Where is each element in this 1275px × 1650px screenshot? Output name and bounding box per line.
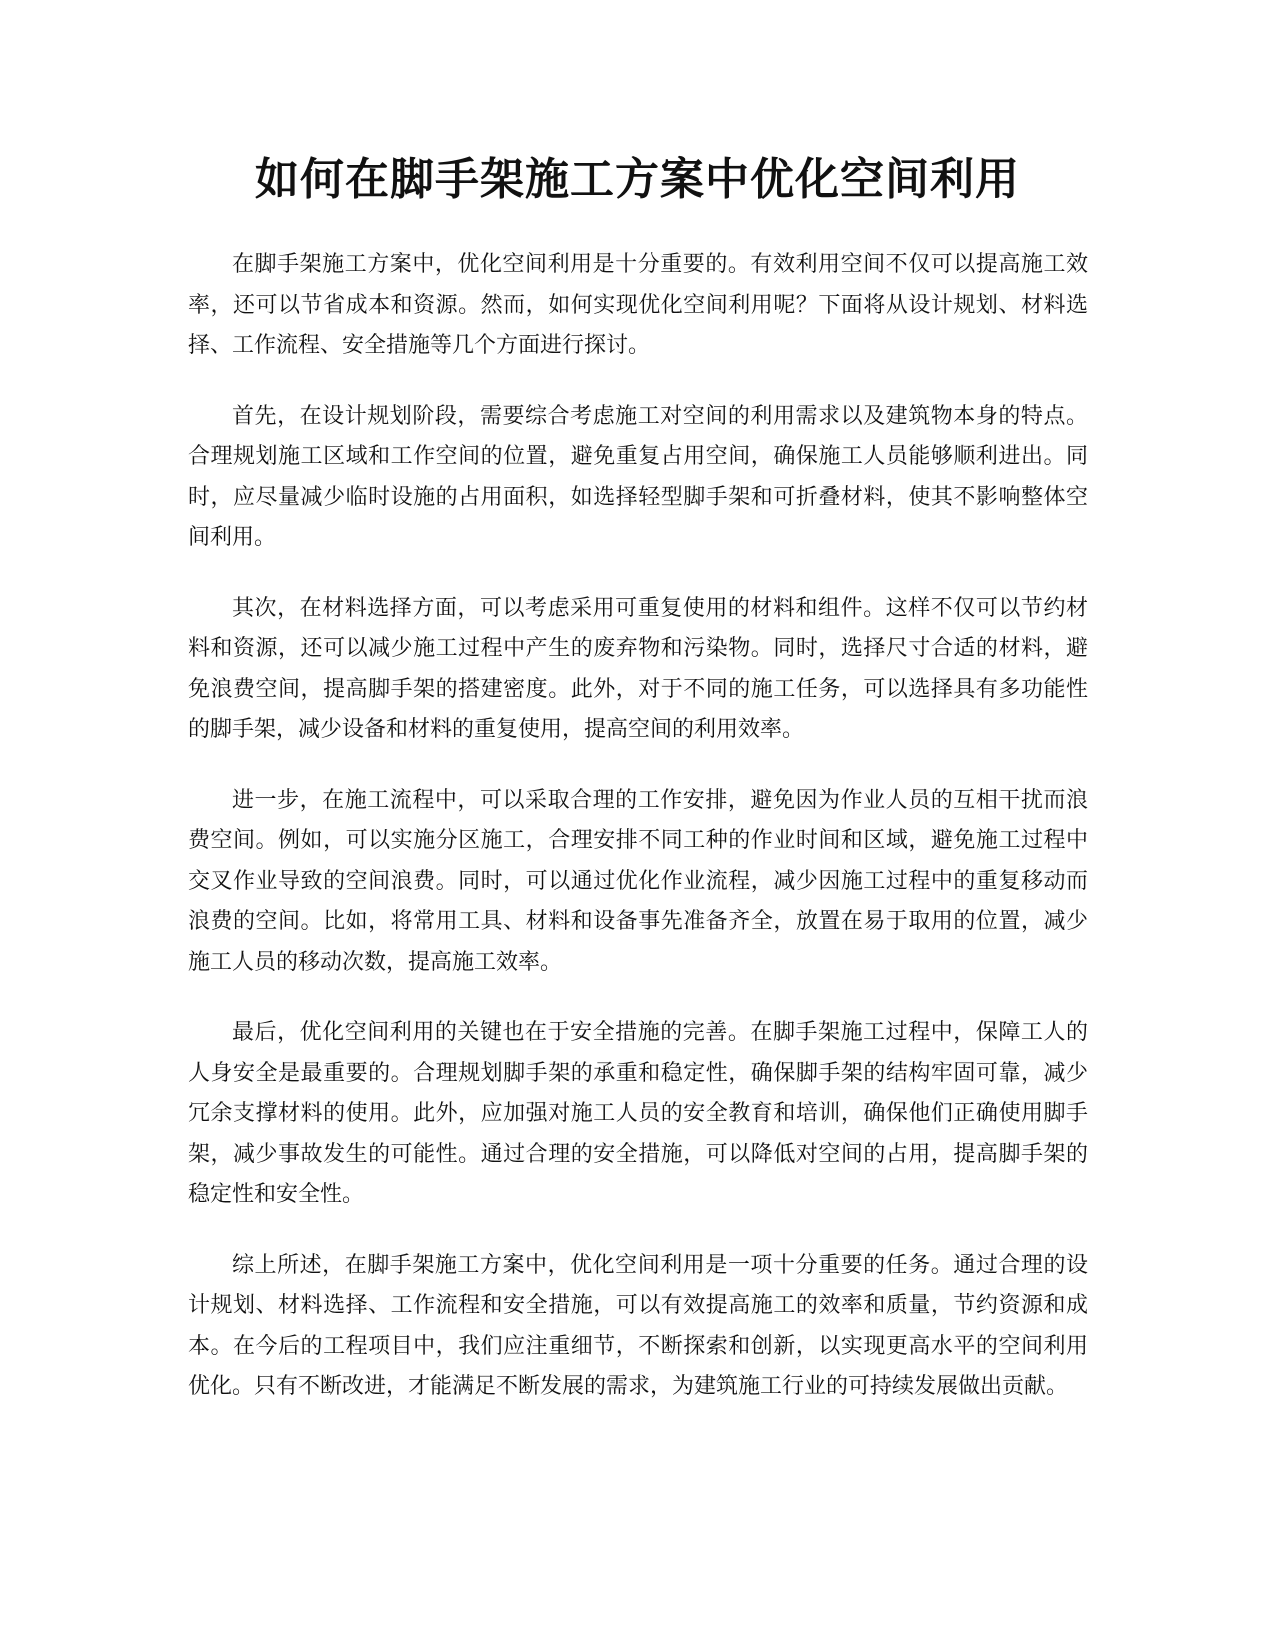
paragraph-safety-measures: 最后，优化空间利用的关键也在于安全措施的完善。在脚手架施工过程中，保障工人的人身安全是最重要的。合理规划脚手架的承重和稳定性，确保脚手架的结构牢固可靠，减少冗余支撑材料的使用。此外，应加强对施工人员的安全教育和培训，确保他们正确使用脚手架，减少事故发生的可能性。通过合理的安全措施，可以降低对空间的占用，提高脚手架的稳定性和安全性。: [188, 1020, 1088, 1207]
paragraph-conclusion: 综上所述，在脚手架施工方案中，优化空间利用是一项十分重要的任务。通过合理的设计规划、材料选择、工作流程和安全措施，可以有效提高施工的效率和质量，节约资源和成本。在今后的工程项目中，我们应注重细节，不断探索和创新，以实现更高水平的空间利用优化。只有不断改进，才能满足不断发展的需求，为建筑施工行业的可持续发展做出贡献。: [188, 1252, 1088, 1399]
document-title: 如何在脚手架施工方案中优化空间利用: [255, 154, 1020, 205]
paragraph-material-selection: 其次，在材料选择方面，可以考虑采用可重复使用的材料和组件。这样不仅可以节约材料和资源，还可以减少施工过程中产生的废弃物和污染物。同时，选择尺寸合适的材料，避免浪费空间，提高脚手架的搭建密度。此外，对于不同的施工任务，可以选择具有多功能性的脚手架，减少设备和材料的重复使用，提高空间的利用效率。: [188, 595, 1088, 742]
paragraph-design-planning: 首先，在设计规划阶段，需要综合考虑施工对空间的利用需求以及建筑物本身的特点。合理规划施工区域和工作空间的位置，避免重复占用空间，确保施工人员能够顺利进出。同时，应尽量减少临时设施的占用面积，如选择轻型脚手架和可折叠材料，使其不影响整体空间利用。: [188, 403, 1088, 550]
paragraph-intro: 在脚手架施工方案中，优化空间利用是十分重要的。有效利用空间不仅可以提高施工效率，还可以节省成本和资源。然而，如何实现优化空间利用呢？下面将从设计规划、材料选择、工作流程、安全措施等几个方面进行探讨。: [188, 252, 1088, 358]
document-body: [188, 245, 1088, 1438]
paragraph-workflow: 进一步，在施工流程中，可以采取合理的工作安排，避免因为作业人员的互相干扰而浪费空间。例如，可以实施分区施工，合理安排不同工种的作业时间和区域，避免施工过程中交叉作业导致的空间浪费。同时，可以通过优化作业流程，减少因施工过程中的重复移动而浪费的空间。比如，将常用工具、材料和设备事先准备齐全，放置在易于取用的位置，减少施工人员的移动次数，提高施工效率。: [188, 787, 1088, 975]
